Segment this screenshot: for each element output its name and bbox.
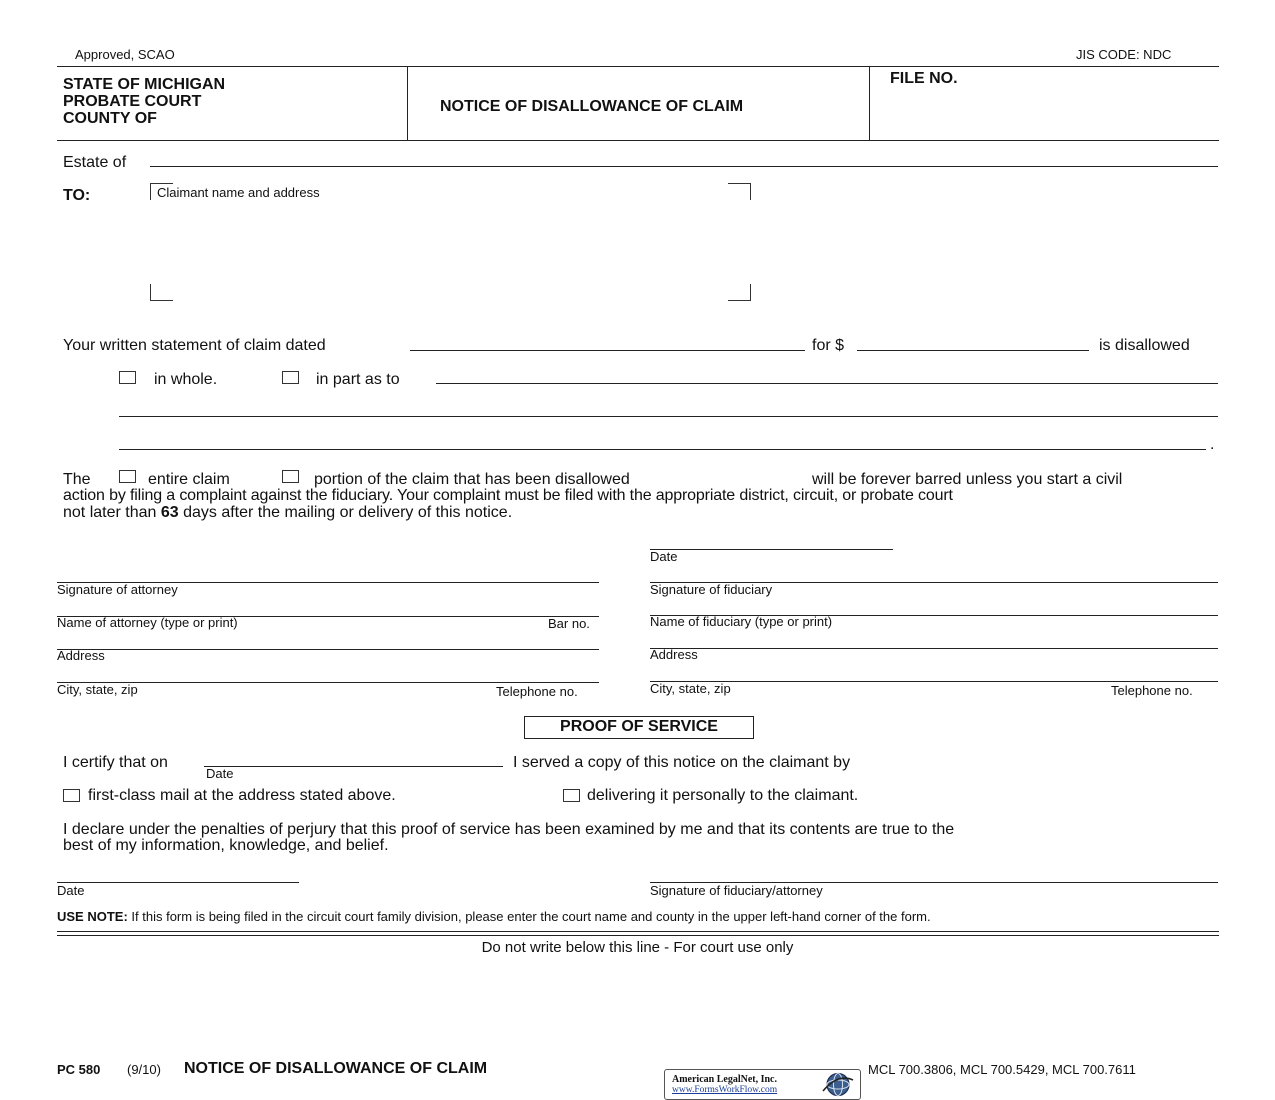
address-right-line [650,648,1218,649]
name-attorney-label: Name of attorney (type or print) [57,615,238,630]
file-no-input[interactable] [980,70,1210,88]
header-bottom-rule [57,140,1219,141]
estate-label: Estate of [63,154,127,171]
city-left-line [57,682,599,683]
address-corner-tr [728,183,751,200]
header-divider-1 [407,66,408,140]
footer-form-no: PC 580 [57,1062,101,1077]
notice-the: The [63,471,91,488]
personal-delivery-checkbox[interactable] [563,789,580,802]
first-class-mail-checkbox[interactable] [63,789,80,802]
header-divider-2 [869,66,870,140]
for-label: for $ [812,337,845,354]
footer-rev: (9/10) [127,1062,161,1077]
name-fiduciary-label: Name of fiduciary (type or print) [650,614,833,629]
in-part-line-3[interactable] [119,431,1206,450]
tel-left-label: Telephone no. [496,684,578,699]
address-corner-br [728,284,751,301]
statement-prefix: Your written statement of claim dated [63,337,326,354]
entire-claim-checkbox[interactable] [119,470,136,483]
service-date-input[interactable] [204,748,503,767]
footer-title: NOTICE OF DISALLOWANCE OF CLAIM [184,1060,488,1077]
entire-claim-label: entire claim [148,471,230,488]
court-line-3: COUNTY OF [63,110,157,127]
address-corner-bl [150,284,173,301]
in-part-input[interactable] [436,365,1218,384]
notice-days: 63 [160,504,179,521]
court-use-rule-1 [57,931,1219,932]
notice-line3-pre: not later than [63,504,161,521]
use-note [57,909,931,924]
jis-code: JIS CODE: NDC [1076,47,1172,62]
court-use-rule-2 [57,935,1219,936]
form-title: NOTICE OF DISALLOWANCE OF CLAIM [440,98,744,115]
in-part-checkbox[interactable] [282,371,299,384]
file-no-label: FILE NO. [890,70,958,87]
address-left-line [57,649,599,650]
city-right-label: City, state, zip [650,681,731,696]
sig-fiduciary-label: Signature of fiduciary [650,582,773,597]
notice-line3 [63,504,512,522]
to-label: TO: [63,187,91,204]
claim-amount-input[interactable] [857,332,1089,351]
in-part-line-2[interactable] [119,398,1218,417]
logo-url[interactable]: www.FormsWorkFlow.com [672,1085,778,1095]
in-part-label: in part as to [316,371,400,388]
globe-icon [820,1071,856,1098]
claimant-address-input[interactable] [158,206,722,286]
court-line-1: STATE OF MICHIGAN [63,76,226,93]
proof-sig-label: Signature of fiduciary/attorney [650,883,823,898]
header-top-rule [57,66,1219,67]
certify-suffix: I served a copy of this notice on the claimant by [513,754,851,771]
notice-line2: action by filing a complaint against the fiduciary. Your complaint must be filed with the appropriate district, circuit, or probate court [63,487,953,504]
claim-date-input[interactable] [410,332,805,351]
notice-line3-post: days after the mailing or delivery of this notice. [178,504,513,521]
claimant-label: Claimant name and address [157,185,320,200]
court-line-2: PROBATE COURT [63,93,202,110]
proof-date-label: Date [57,883,85,898]
declare-line-1: I declare under the penalties of perjury that this proof of service has been examined by me and that its contents are true to the [63,821,955,838]
date-line [650,549,893,550]
footer-mcl: MCL 700.3806, MCL 700.5429, MCL 700.7611 [868,1062,1136,1077]
declare-line-2: best of my information, knowledge, and belief. [63,837,389,854]
notice-line1-end: will be forever barred unless you start a civil [812,471,1123,488]
city-left-label: City, state, zip [57,682,138,697]
personal-delivery-label: delivering it personally to the claimant. [587,787,859,804]
approved-text: Approved, SCAO [75,47,175,62]
court-use-note: Do not write below this line - For court use only [481,939,794,956]
tel-right-label: Telephone no. [1111,683,1193,698]
portion-claim-label: portion of the claim that has been disallowed [314,471,630,488]
first-class-mail-label: first-class mail at the address stated above. [88,787,396,804]
logo-company: American LegalNet, Inc. [672,1074,777,1085]
american-legalnet-logo[interactable] [664,1069,861,1100]
estate-input[interactable] [150,148,1218,167]
city-right-line [650,681,1218,682]
in-whole-checkbox[interactable] [119,371,136,384]
service-date-label: Date [206,766,234,781]
proof-of-service-title: PROOF OF SERVICE [524,716,754,739]
address-right-label: Address [650,647,698,662]
address-left-label: Address [57,648,105,663]
use-note-label: USE NOTE: [57,909,128,924]
in-whole-label: in whole. [154,371,218,388]
period: . [1210,436,1215,453]
sig-attorney-label: Signature of attorney [57,582,178,597]
use-note-text: If this form is being filed in the circuit court family division, please enter the court name and county in the upper left-hand corner of the form. [127,909,931,924]
proof-date-line [57,882,299,883]
bar-no-label: Bar no. [548,616,590,631]
portion-claim-checkbox[interactable] [282,470,299,483]
date-label: Date [650,549,678,564]
certify-prefix: I certify that on [63,754,168,771]
disallowed-suffix: is disallowed [1099,337,1190,354]
